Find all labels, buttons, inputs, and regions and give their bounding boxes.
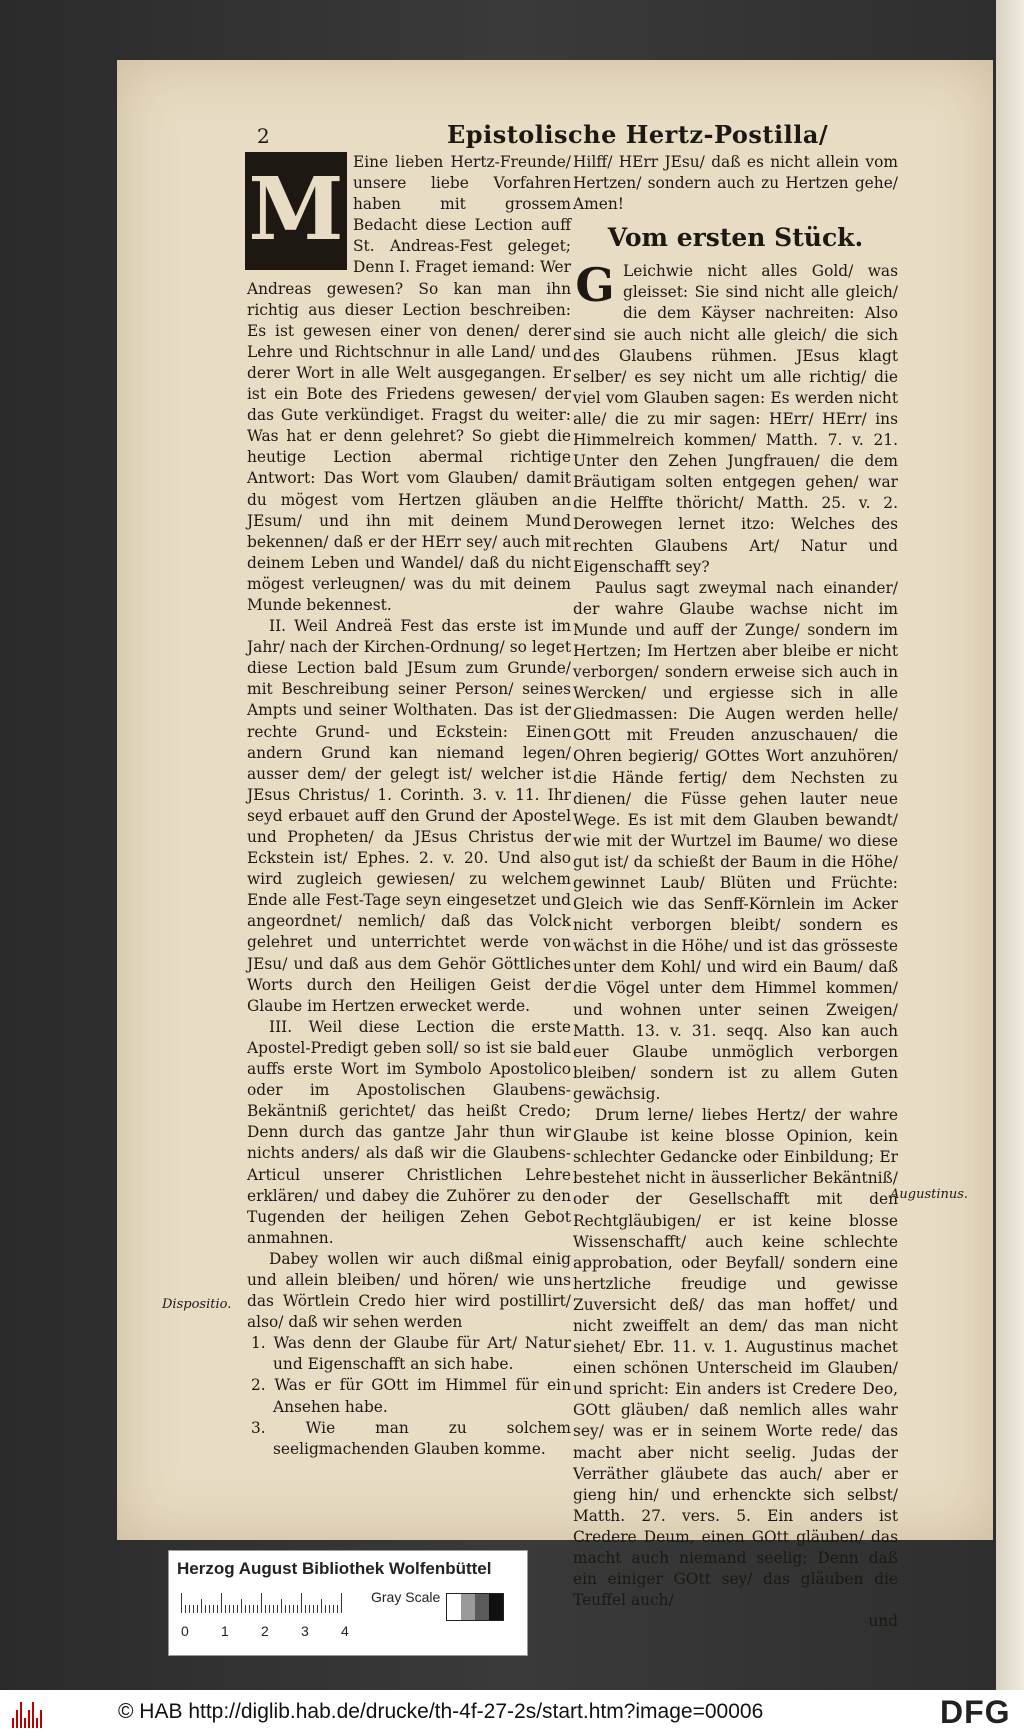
ruler-tick <box>337 1605 338 1613</box>
ruler-tick <box>265 1605 266 1613</box>
logo-bar <box>28 1710 30 1728</box>
ruler-tick <box>193 1605 194 1613</box>
prayer-line: Hilff/ HErr JEsu/ daß es nicht allein vom Hertzen/ sondern auch zu Hertzen gehe/ Amen! <box>573 153 898 214</box>
gray-swatch <box>447 1594 461 1620</box>
ruler-tick <box>293 1605 294 1613</box>
ruler-number: 0 <box>181 1623 189 1639</box>
ruler-tick <box>245 1605 246 1613</box>
ruler-tick <box>185 1605 186 1613</box>
ruler-tick <box>225 1605 226 1613</box>
disposition-list <box>247 1333 571 1460</box>
ruler-tick <box>277 1605 278 1613</box>
paragraph-iii: III. Weil diese Lection die erste Apostel-Predigt geben soll/ so ist sie bald auffs erste Wort im Symbolo Apostolico oder im Apostolischen Glaubens-Bekäntniß gerichtet/ das heißt Credo; Denn durch das gantze Jahr thun wir nichts anders/ als daß wir die Glaubens-Articul unserer Christlichen Lehre erklären/ und dabey die Zuhörer zu den Tugenden der heiligen Zehen Gebot anmahnen. <box>247 1017 571 1247</box>
margin-note-augustinus: Augustinus. <box>890 1187 969 1202</box>
ruler-tick <box>197 1605 198 1613</box>
ruler-tick <box>285 1605 286 1613</box>
logo-bar <box>12 1718 14 1728</box>
ruler-tick <box>181 1593 182 1613</box>
ruler-tick <box>325 1605 326 1613</box>
initial-letter: G <box>575 258 615 313</box>
left-column <box>247 152 571 1460</box>
ruler-tick <box>253 1605 254 1613</box>
dfg-logo: DFG <box>940 1694 1011 1730</box>
paragraph-paulus: Paulus sagt zweymal nach einander/ der wahre Glaube wachse nicht im Munde und auff der Zunge/ sondern im Hertzen; Im Hertzen aber bleibe er nicht verborgen/ sondern erweise sich auch in Wercken/ und ergiesse sich in alle Gliedmassen: Die Augen werden helle/ GOtt mit Freuden anzuschauen/ die Ohren begierig/ GOttes Wort anzuhören/ die Hände fertig/ dem Nechsten zu dienen/ die Füsse gehen lauter neue Wege. Es ist mit dem Glauben bewandt/ wie mit der Wurtzel im Baume/ wo diese gut ist/ da schießt der Baum in die Höhe/ gewinnet Laub/ Blüten und Früchte: Gleich wie das Senff-Körnlein im Acker nicht verborgen bleibt/ sondern es wächst in die Höhe/ und ist das grösseste unter dem Kohl/ und wird ein Baum/ daß die Vögel unter dem Himmel kommen/ und wohnen unter seinen Zweigen/ Matth. 13. v. 31. seqq. Also kan auch euer Glaube unmöglich verborgen bleiben/ sondern ist zu allem Guten gewächsig. <box>573 578 898 1103</box>
ruler-tick <box>317 1605 318 1613</box>
ruler-number: 4 <box>341 1623 349 1639</box>
paragraph-intro: Eine lieben Hertz-Freunde/ unsere liebe Vorfahren haben mit grossem Bedacht diese Lection auff St. Andreas-Fest geleget; Denn I. Fraget iemand: Wer Andreas gewesen? So kan man ihn richtig aus dieser Lection beschreiben: Es ist gewesen einer von denen/ derer Lehre und Richtschnur in alle Land/ und derer Wort in alle Welt ausgegangen. Er ist ein Bote des Friedens gewesen/ der das Gute verkündiget. Fragst du weiter: Was hat er denn gelehret? So giebt die heutige Lection abermal richtige Antwort: Das Wort vom Glauben/ damit du mögest vom Hertzen gläuben an JEsum/ und ihn mit deinem Mund bekennen/ daß er der HErr sey/ auch mit deinem Leben und Wandel/ daß du nicht mögest verleugnen/ was du mit deinem Munde bekennest. <box>247 153 571 614</box>
ruler-tick <box>217 1605 218 1613</box>
ruler-number: 2 <box>261 1623 269 1639</box>
paragraph-dabey: Dabey wollen wir auch dißmal einig und allein bleiben/ und hören/ wie uns das Wörtlein Credo hier wird postillirt/ also/ daß wir sehen werden <box>247 1249 571 1332</box>
list-item: 2. Was er für GOtt im Himmel für ein Ansehen habe. <box>251 1376 571 1416</box>
right-column <box>573 152 898 1632</box>
ruler-tick <box>341 1593 342 1613</box>
ruler-tick <box>249 1605 250 1613</box>
logo-bar <box>20 1702 22 1728</box>
ruler-tick <box>329 1605 330 1613</box>
page-header <box>137 118 897 152</box>
library-name: Herzog August Bibliothek Wolfenbüttel <box>177 1559 492 1578</box>
ruler-number: 1 <box>221 1623 229 1639</box>
next-page-edge <box>996 0 1024 1690</box>
ruler-tick <box>289 1605 290 1613</box>
ruler-tick <box>213 1605 214 1613</box>
footer-url: © HAB http://diglib.hab.de/drucke/th-4f-27-2s/start.htm?image=00006 <box>118 1700 764 1723</box>
gray-scale-label: Gray Scale <box>371 1589 441 1605</box>
section-heading: Vom ersten Stück. <box>607 223 864 253</box>
ruler-tick <box>313 1605 314 1613</box>
gray-swatch <box>461 1594 475 1620</box>
logo-bar <box>40 1710 42 1728</box>
ruler-tick <box>297 1605 298 1613</box>
ruler-tick <box>241 1599 242 1613</box>
gray-swatch <box>489 1594 503 1620</box>
logo-bar <box>36 1718 38 1728</box>
gray-scale-bar <box>446 1593 504 1621</box>
ruler-scale <box>181 1591 361 1613</box>
list-item: 3. Wie man zu solchem seeligmachenden Glauben komme. <box>251 1418 571 1458</box>
footer-bar <box>0 1690 1024 1736</box>
ruler-number: 3 <box>301 1623 309 1639</box>
ruler-tick <box>269 1605 270 1613</box>
ruler-tick <box>233 1605 234 1613</box>
ruler-tick <box>321 1599 322 1613</box>
ruler-tick <box>333 1605 334 1613</box>
logo-bar <box>32 1702 34 1728</box>
ruler-tick <box>229 1605 230 1613</box>
ruler-tick <box>301 1593 302 1613</box>
catchword: und <box>868 1612 898 1631</box>
ruler-numbers <box>181 1623 381 1643</box>
margin-note-dispositio: Dispositio. <box>162 1297 232 1312</box>
ruler-tick <box>221 1593 222 1613</box>
decorated-initial: M <box>245 152 347 270</box>
logo-bar <box>16 1710 18 1728</box>
page-number: 2 <box>257 124 270 148</box>
paragraph-gleichwie: Leichwie nicht alles Gold/ was gleisset: Sie sind nicht alle gleich/ die dem Käyser nachreiten: Also sind sie auch nicht alle gleich/ die sich des Glaubens rühmen. JEsus klagt selber/ es sey nicht um alle richtig/ die viel vom Glauben sagen: Es werden nicht alle/ die zu mir sagen: HErr/ HErr/ ins Himmelreich kommen/ Matth. 7. v. 21. Unter den Zehen Jungfrauen/ die dem Bräutigam solten entgegen gehen/ war die Helffte thöricht/ Matth. 25. v. 2. Derowegen lernet itzo: Welches des rechten Glaubens Art/ Natur und Eigenschafft sey? <box>573 262 898 576</box>
ruler-tick <box>205 1605 206 1613</box>
ruler-tick <box>273 1605 274 1613</box>
ruler-tick <box>209 1605 210 1613</box>
ruler-tick <box>201 1599 202 1613</box>
ruler-tick <box>305 1605 306 1613</box>
running-title: Epistolische Hertz-Postilla/ <box>447 120 829 149</box>
list-item: 1. Was denn der Glaube für Art/ Natur und Eigenschafft an sich habe. <box>251 1334 571 1374</box>
library-color-card <box>168 1550 528 1656</box>
logo-bar <box>24 1718 26 1728</box>
ruler-tick <box>261 1593 262 1613</box>
ruler-tick <box>237 1605 238 1613</box>
hab-logo-icon <box>12 1698 44 1728</box>
paragraph-ii: II. Weil Andreä Fest das erste ist im Jahr/ nach der Kirchen-Ordnung/ so leget diese Lection bald JEsum zum Grunde/ mit Beschreibung seiner Person/ seines Ampts und seiner Wolthaten. Das ist der rechte Grund- und Eckstein: Einen andern Grund kan niemand legen/ ausser dem/ der gelegt ist/ welcher ist JEsus Christus/ 1. Corinth. 3. v. 11. Ihr seyd erbauet auff den Grund der Apostel und Propheten/ da JEsus Christus der Eckstein ist/ Ephes. 2. v. 20. Und also wird zugleich gewiesen/ zu welchem Ende alle Fest-Tage seyn eingesetzet und angeordnet/ nemlich/ daß das Volck gelehret und unterrichtet werde von JEsu/ und daß aus dem Gehör Göttliches Worts durch den Heiligen Geist der Glaube im Hertzen erwecket werde. <box>247 617 571 1015</box>
ruler-tick <box>309 1605 310 1613</box>
ruler-tick <box>257 1605 258 1613</box>
gray-swatch <box>475 1594 489 1620</box>
paragraph-drum: Drum lerne/ liebes Hertz/ der wahre Glaube ist keine blosse Opinion, kein schlechter Gedancke oder Einbildung; Er bestehet nicht in äusserlicher Bekäntniß/ oder der Gesellschafft mit den Rechtgläubigen/ er ist keine blosse Wissenschafft/ auch keine schlechte approbation, oder Beyfall/ sondern eine hertzliche freudige und gewisse Zuversicht deß/ das man hoffet/ und nicht zweiffelt an dem/ das man nicht siehet/ Ebr. 11. v. 1. Augustinus machet einen schönen Unterscheid im Glauben/ und spricht: Ein anders ist Credere Deo, GOtt gläuben/ daß nemlich alles wahr sey/ was er in seinem Worte rede/ das macht aber nicht seelig. Judas der Verräther gläubete das auch/ aber er gieng hin/ und erhenckte sich selbst/ Matth. 27. vers. 5. Ein anders ist Credere Deum, einen GOtt gläuben/ das macht auch niemand seelig; Denn daß ein einiger GOtt sey/ das gläuben die Teuffel auch/ <box>573 1106 898 1610</box>
ruler-tick <box>189 1605 190 1613</box>
ruler-tick <box>281 1599 282 1613</box>
